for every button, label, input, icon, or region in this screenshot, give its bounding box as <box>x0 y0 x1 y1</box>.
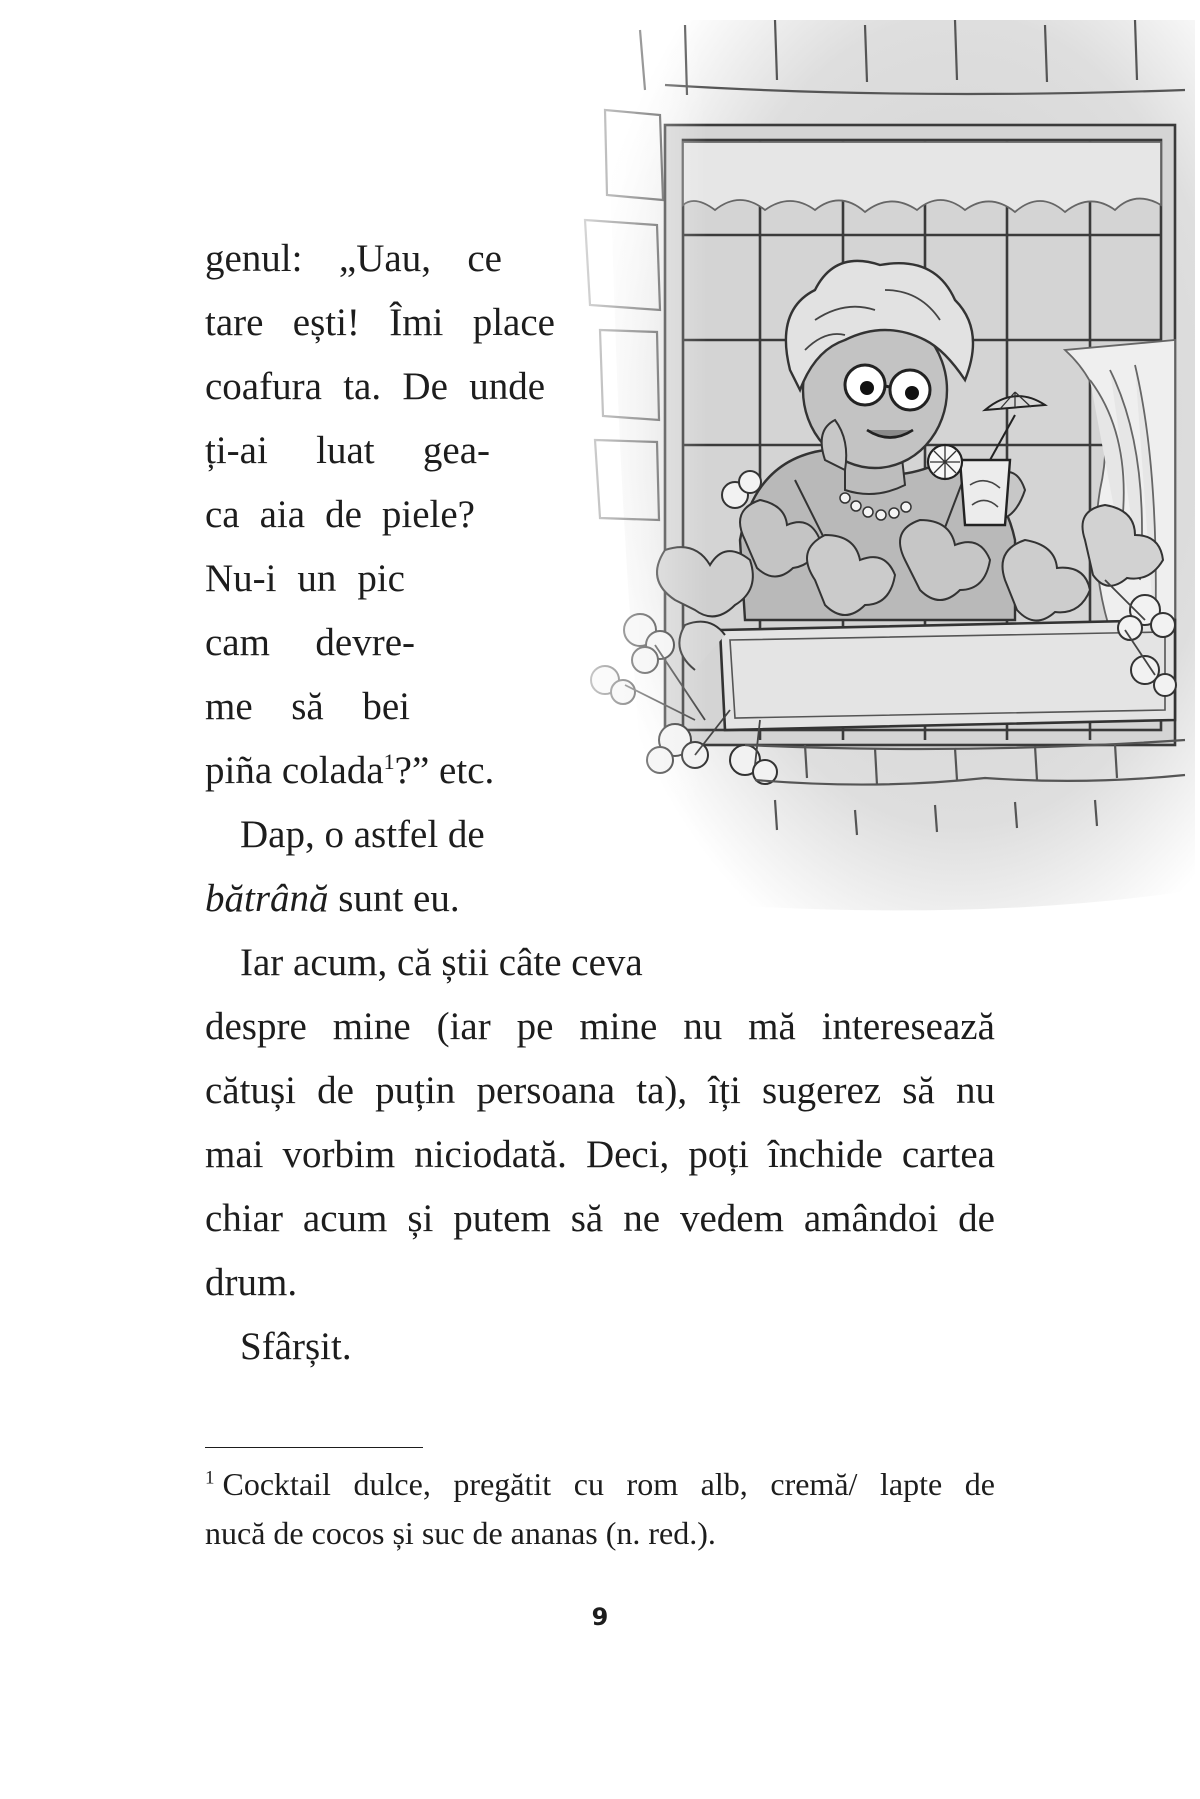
text-line-5: ca aia de piele? <box>205 493 475 536</box>
text-line-13: despre mine (iar pe mine nu mă interesează <box>205 1005 995 1048</box>
footnote-separator <box>205 1447 423 1448</box>
footnote-line-1: $^1$ Cocktail dulce, pregătit cu rom alb, cremă/ lapte de <box>205 1466 995 1502</box>
text-line-8: me să bei <box>205 685 410 728</box>
text-line-7: cam devre- <box>205 621 415 664</box>
text-line-16: chiar acum și putem să ne vedem amândoi de <box>205 1197 995 1240</box>
footnote-number: 1 <box>205 1467 215 1489</box>
text-line-1: genul: „Uau, ce <box>205 237 502 280</box>
text-line-15: mai vorbim niciodată. Deci, poți închide cartea <box>205 1133 995 1176</box>
text-line-6: Nu-i un pic <box>205 557 405 600</box>
old-lady-window-illustration <box>545 20 1195 925</box>
text-line-9: piña colada$^1$?” etc. <box>205 749 495 792</box>
text-line-3: coafura ta. De unde <box>205 365 545 408</box>
footnote-marker: 1 <box>383 749 395 774</box>
text-line-11: bătrână sunt eu. <box>205 877 460 920</box>
footnote-line-2: nucă de cocos și suc de ananas (n. red.). <box>205 1515 716 1551</box>
text-line-2: tare ești! Îmi place <box>205 301 555 344</box>
text-line-17: drum. <box>205 1261 298 1304</box>
page-number: 9 <box>591 1603 609 1631</box>
text-line-12: Iar acum, că știi câte ceva <box>240 941 643 984</box>
text-line-14: cătuși de puțin persoana ta), îți sugerez să nu <box>205 1069 995 1112</box>
text-line-4: ți-ai luat gea- <box>205 429 490 472</box>
illustration-fade <box>545 20 1195 925</box>
ending-line: Sfârșit. <box>240 1325 352 1368</box>
text-line-10: Dap, o astfel de <box>240 813 485 856</box>
